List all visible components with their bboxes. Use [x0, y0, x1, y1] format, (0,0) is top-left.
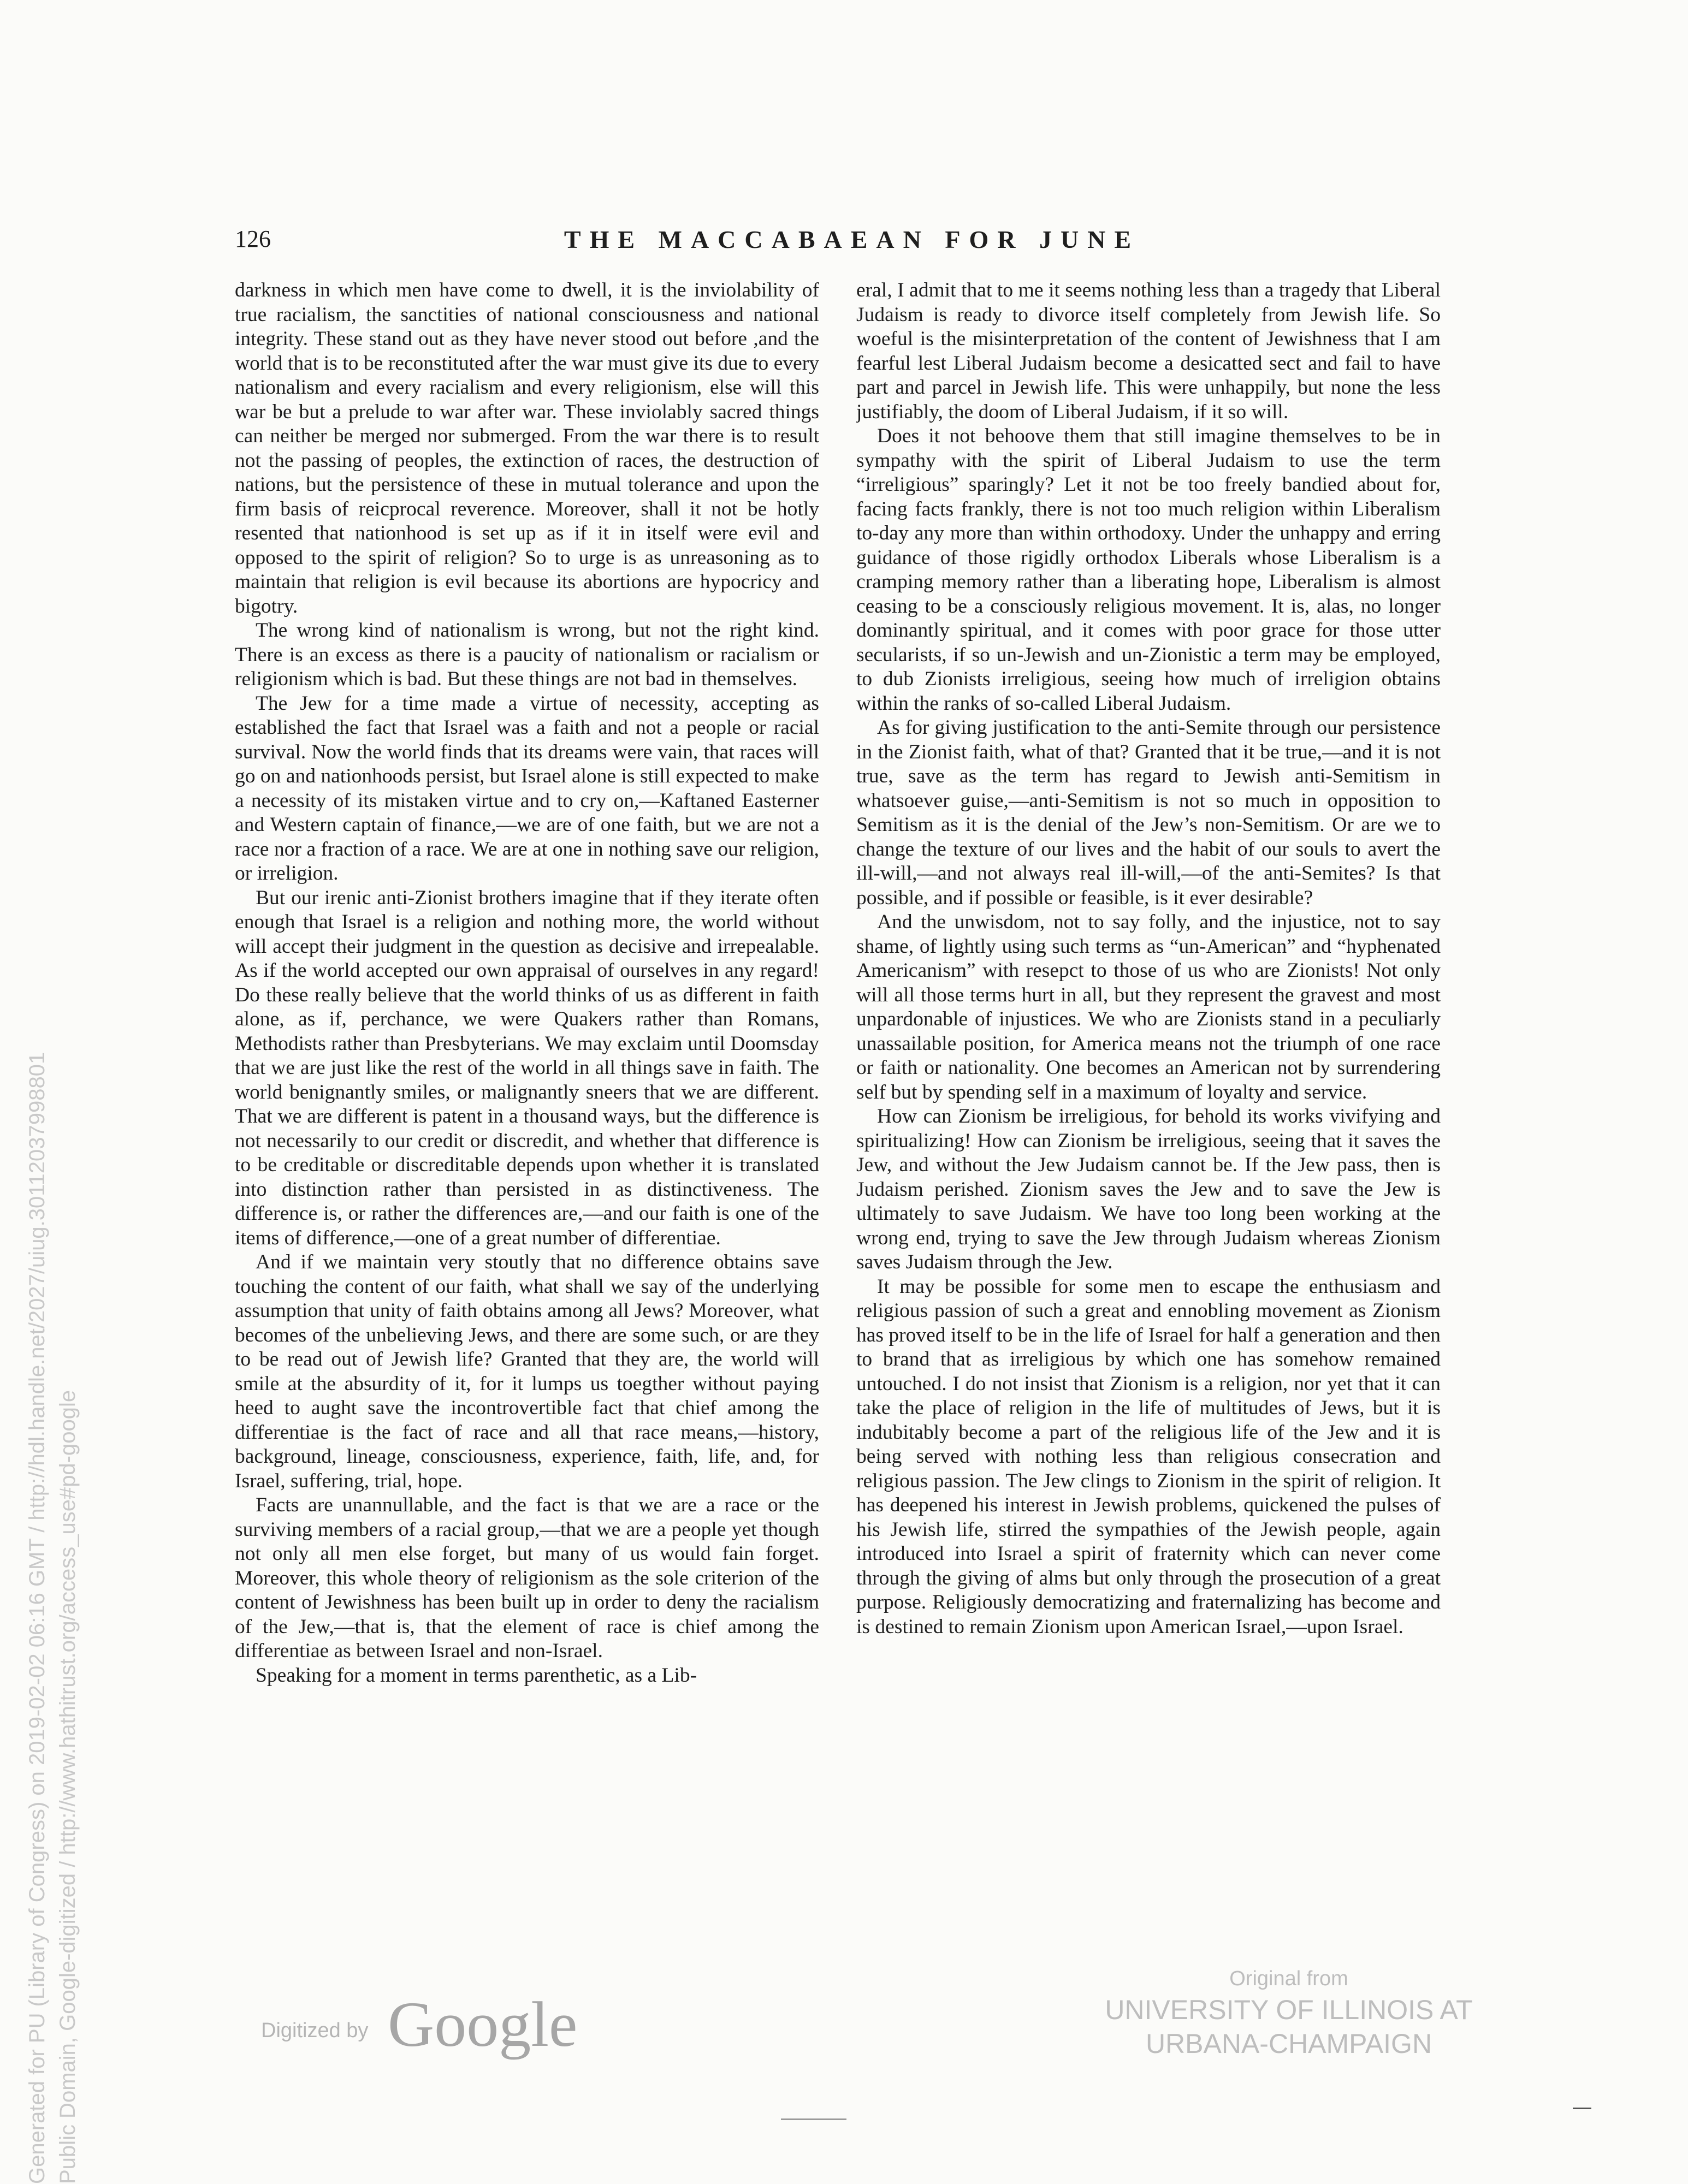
right-column [856, 278, 1441, 1960]
running-head: THE MACCABAEAN FOR JUNE [564, 225, 1140, 253]
paragraph: The wrong kind of nationalism is wrong, but not the right kind. There is an excess as there is a paucity of nationalism or racialism or religionism which is bad. But these things are not bad in themselves. [235, 619, 819, 690]
paragraph: eral, I admit that to me it seems nothing less than a tragedy that Liberal Judaism is ready to divorce itself completely from Jewish life. So woeful is the misinterpretation of the content of Jewishness that I am fearful lest Liberal Judaism become a desicatted sect and fail to have part and parcel in Jewish life. This were unhappily, but none the less justifiably, the doom of Liberal Judaism, if it so will. [856, 279, 1441, 423]
paragraph: It may be possible for some men to escape the enthusiasm and religious passion of such a great and ennobling movement as Zionism has proved itself to be in the life of Israel for half a generation and then to brand that as irreligious by which one has somehow remained untouched. I do not insist that Zionism is a religion, nor yet that it can take the place of religion in the life of multitudes of Jews, but it is indubitably become a part of the religious life of the Jew and it is being served with nothing less than religious consecration and religious passion. The Jew clings to Zionism in the spirit of religion. It has deepened his interest in Jewish problems, quickened the pulses of his Jewish life, stirred the sympathies of the Jewish people, again introduced into Israel a spirit of fraternity which can never come through the giving of alms but only through the prosecution of a great purpose. Religiously democratizing and fraternalizing has become and is destined to remain Zionism upon American Israel,—upon Israel. [856, 1275, 1441, 1638]
paragraph: But our irenic anti-Zionist brothers imagine that if they iterate often enough that Israel is a religion and nothing more, the world without will accept their judgment in the question as decisive and irrepealable. As if the world accepted our own appraisal of ourselves in any regard! Do these really believe that the world thinks of us as different in faith alone, as if, perchance, we were Quakers rather than Romans, Methodists rather than Presbyterians. We may exclaim until Doomsday that we are just like the rest of the world in all things save in faith. The world benignantly smiles, or malignantly sneers that we are different. That we are different is patent in a thousand ways, but the difference is not necessarily to our credit or discredit, and whether that difference is to be creditable or discreditable depends upon whether it is translated into distinction rather than persisted in as distinctiveness. The difference is, or rather the differences are,—and our faith is one of the items of difference,—one of a great number of differentiae. [235, 886, 819, 1249]
page-number: 126 [235, 225, 271, 252]
digitized-by-google [261, 1987, 611, 2058]
paragraph: How can Zionism be irreligious, for behold its works vivifying and spiritualizing! How can Zionism be irreligious, seeing that it saves the Jew, and without the Jew Judaism cannot be. If the Jew pass, then is Judaism perished. Zionism saves the Jew and to save the Jew is ultimately to save Judaism. We have too long been working at the wrong end, trying to save the Jew through Judaism whereas Zionism saves Judaism through the Jew. [856, 1105, 1441, 1273]
institution-line-2: URBANA-CHAMPAIGN [1145, 2028, 1432, 2059]
google-logo: Google [388, 1989, 578, 2060]
paragraph: And if we maintain very stoutly that no difference obtains save touching the content of our faith, what shall we say of the underlying assumption that unity of faith obtains among all Jews? Moreover, what becomes of the unbelieving Jews, and there are some such, or are they to be read out of Jewish life? Granted that they are, the world will smile at the absurdity of it, for it lumps us toegther without paying heed to aught save the incontrovertible fact that chief among the differentiae is the fact of race and all that race means,—history, background, lineage, consciousness, experience, faith, life, and, for Israel, suffering, trial, hope. [235, 1251, 819, 1492]
left-column [235, 278, 819, 1960]
hathitrust-watermark [22, 819, 93, 2184]
digitized-by-label: Digitized by [261, 2019, 369, 2042]
paragraph: As for giving justification to the anti-Semite through our persistence in the Zionist faith, what of that? Granted that it be true,—and it is not true, save as the term has regard to Jewish anti-Semitism in whatsoever guise,—anti-Semitism is not so much in opposition to Semitism as it is the denial of the Jew’s non-Semitism. Or are we to change the texture of our lives and the habit of our souls to avert the ill-will,—and not always real ill-will,—of the anti-Semites? Is that possible, and if possible or feasible, is it ever desirable? [856, 716, 1441, 909]
paragraph: Speaking for a moment in terms parenthetic, as a Lib- [256, 1664, 697, 1687]
original-from-label: Original from [1229, 1967, 1348, 1990]
scan-mark [781, 2118, 846, 2120]
watermark-line-1: Generated for PU (Library of Congress) on 2019-02-02 06:16 GMT / http://hdl.handle.net/2027/uiug.30112037998801 [25, 1052, 49, 2184]
scan-mark [1573, 2108, 1591, 2109]
watermark-line-2: Public Domain, Google-digitized / http://www.hathitrust.org/access_use#pd-google [56, 1390, 80, 2184]
paragraph: darkness in which men have come to dwell, it is the inviolability of true racialism, the sanctities of national consciousness and national integrity. These stand out as they have never stood out before ,and the world that is to be reconstituted after the war must give its due to every nationalism and every racialism and every religionism, else will this war be but a prelude to war after war. These inviolably sacred things can neither be merged nor submerged. From the war there is to result not the passing of peoples, the extinction of races, the destruction of nations, but the persistence of these in mutual tolerance and upon the firm basis of reicprocal reverence. Moreover, shall it not be hotly resented that nationhood is set up as if it in itself were evil and opposed to the spirit of religion? So to urge is as unreasoning as to maintain that religion is evil because its abortions are hypocricy and bigotry. [235, 279, 819, 618]
page-header [235, 225, 1469, 263]
paragraph: And the unwisdom, not to say folly, and the injustice, not to say shame, of lightly using such terms as “un-American” and “hyphenated Americanism” with resepct to those of us who are Zionists! Not only will all those terms hurt in all, but they represent the gravest and most unpardonable of injustices. We who are Zionists stand in a peculiarly unassailable position, for America means not the triumph of one race or faith or nationality. One becomes an American not by surrendering self but by spending self in a maximum of loyalty and service. [856, 911, 1441, 1103]
paragraph: Facts are unannullable, and the fact is that we are a race or the surviving members of a racial group,—that we are a people yet though not only all men else forget, but many of us would fain forget. Moreover, this whole theory of religionism as the sole criterion of the content of Jewishness has been built up in order to deny the racialism of the Jew,—that is, that the element of race is chief among the differentiae as between Israel and non-Israel. [235, 1494, 819, 1662]
institution-line-1: UNIVERSITY OF ILLINOIS AT [1105, 1995, 1473, 2025]
paragraph: The Jew for a time made a virtue of necessity, accepting as established the fact that Israel was a faith and not a people or racial survival. Now the world finds that its dreams were vain, that races will go on and nationhoods persist, but Israel alone is still expected to make a necessity of its mistaken virtue and to cry on,—Kaftaned Easterner and Western captain of finance,—we are of one faith, but we are not a race nor a fraction of a race. We are at one in nothing save our religion, or irreligion. [235, 692, 819, 885]
paragraph: Does it not behoove them that still imagine themselves to be in sympathy with the spirit of Liberal Judaism to use the term “irreligious” sparingly? Let it not be too freely bandied about for, facing facts frankly, there is not too much religion within Liberalism to-day any more than within orthodoxy. Under the unhappy and erring guidance of those rigidly orthodox Liberals whose Liberalism is a cramping memory rather than a liberating hope, Liberalism is almost ceasing to be a consciously religious movement. It is, alas, no longer dominantly spiritual, and it comes with poor grace for those utter secularists, if so un-Jewish and un-Zionistic a term may be employed, to dub Zionists irreligious, seeing how much of irreligion obtains within the ranks of so-called Liberal Judaism. [856, 425, 1441, 715]
original-from-block [1016, 1965, 1562, 2061]
